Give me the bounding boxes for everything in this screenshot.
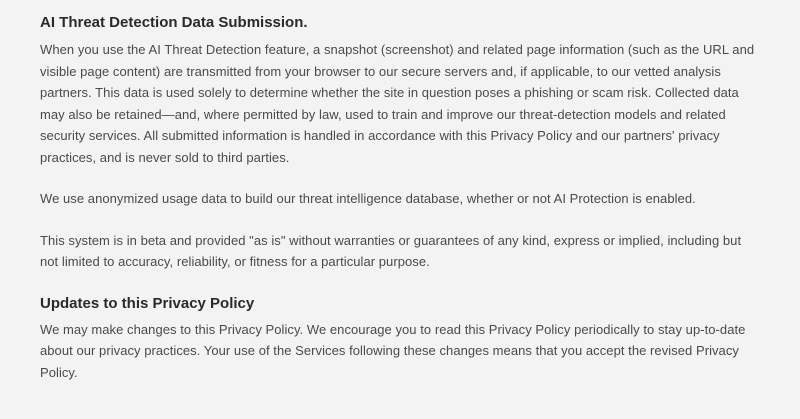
section-heading-ai-threat-detection: AI Threat Detection Data Submission. <box>40 14 308 31</box>
paragraph-policy-updates: We may make changes to this Privacy Policy. We encourage you to read this Privacy Policy periodically to stay up-to-date about our privacy practices. Your use of the Services following these changes means that you accept the revised Privacy Policy. <box>40 321 746 380</box>
paragraph-anonymized-usage: We use anonymized usage data to build our threat intelligence database, whether or not AI Protection is enabled. <box>40 191 696 206</box>
paragraph-beta-disclaimer: This system is in beta and provided "as is" without warranties or guarantees of any kind, express or implied, including but not limited to accuracy, reliability, or fitness for a particular purpose. <box>40 232 742 269</box>
section-heading-updates: Updates to this Privacy Policy <box>40 294 255 312</box>
paragraph-data-submission: When you use the AI Threat Detection feature, a snapshot (screenshot) and related page information (such as the URL and visible page content) are transmitted from your browser to our secure servers and, if applicable, to our vetted analysis partners. This data is used solely to determine whether the site in question poses a phishing or scam risk. Collected data may also be retained—and, where permitted by law, used to train and improve our threat-detection models and related security services. All submitted information is handled in accordance with this Privacy Policy and our partners' privacy practices, and is never sold to third parties. <box>40 42 755 165</box>
